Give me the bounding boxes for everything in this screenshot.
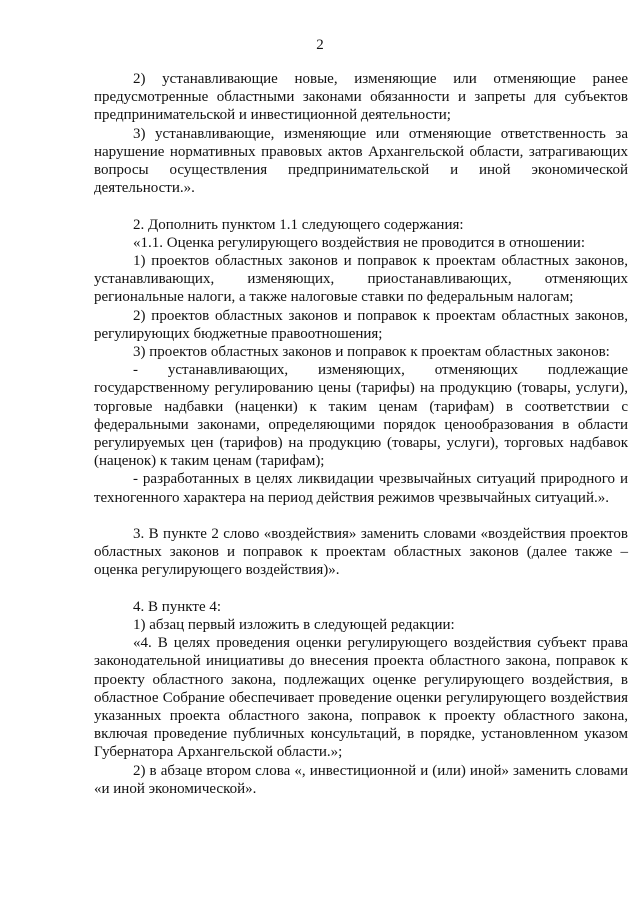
paragraph: 3) проектов областных законов и поправок к проектам областных законов: [133, 344, 610, 361]
paragraph: 2) устанавливающие новые, изменяющие или отменяющие ранее предусмотренные областными законами обязанности и запреты для субъектов предпринимательской и инвестиционной деятельности; [94, 71, 628, 124]
paragraph: 4. В пункте 4: [133, 598, 222, 615]
paragraph: - устанавливающих, изменяющих, отменяющих подлежащие государственному регулированию цены (тарифы) на продукцию (товары, услуги), торговые надбавки (наценки) к таким ценам (тарифам) в соответствии с федеральными законами, определяющими порядок ценообразования в области регулируемых цен (тарифов) на продукцию (товары, услуги), торговых надбавок (наценок) к таким ценам (тарифам); [94, 362, 628, 470]
paragraph: - разработанных в целях ликвидации чрезвычайных ситуаций природного и техногенного характера на период действия режимов чрезвычайных ситуаций.». [94, 471, 628, 506]
document-body [94, 70, 628, 798]
paragraph: 2) проектов областных законов и поправок к проектам областных законов, регулирующих бюджетные правоотношения; [94, 307, 628, 342]
paragraph: 2) в абзаце втором слова «, инвестиционной и (или) иной» заменить словами «и иной экономической». [94, 762, 628, 797]
paragraph: «1.1. Оценка регулирующего воздействия не проводится в отношении: [133, 234, 585, 251]
paragraph: 2. Дополнить пунктом 1.1 следующего содержания: [133, 216, 464, 233]
paragraph: «4. В целях проведения оценки регулирующего воздействия субъект права законодательной инициативы до внесения проекта областного закона, поправок к проекту областного закона, подлежащих оценке регулирующего воздействия, в областное Собрание обеспечивает проведение оценки регулирующего воздействия указанных проекта областного закона, поправок к проекту областного закона, включая проведение публичных консультаций, в порядке, установленном указом Губернатора Архангельской области.»; [94, 635, 628, 761]
paragraph: 1) абзац первый изложить в следующей редакции: [133, 617, 455, 634]
paragraph: 3. В пункте 2 слово «воздействия» заменить словами «воздействия проектов областных законов и поправок к проектам областных законов (далее также – оценка регулирующего воздействия)». [94, 526, 628, 579]
paragraph: 3) устанавливающие, изменяющие или отменяющие ответственность за нарушение нормативных правовых актов Архангельской области, затрагивающих вопросы осуществления предпринимательской и иной экономической деятельности.». [94, 125, 628, 197]
paragraph: 1) проектов областных законов и поправок к проектам областных законов, устанавливающих, изменяющих, приостанавливающих, отменяющих региональные налоги, а также налоговые ставки по федеральным налогам; [94, 253, 628, 306]
page-number: 2 [316, 37, 324, 53]
